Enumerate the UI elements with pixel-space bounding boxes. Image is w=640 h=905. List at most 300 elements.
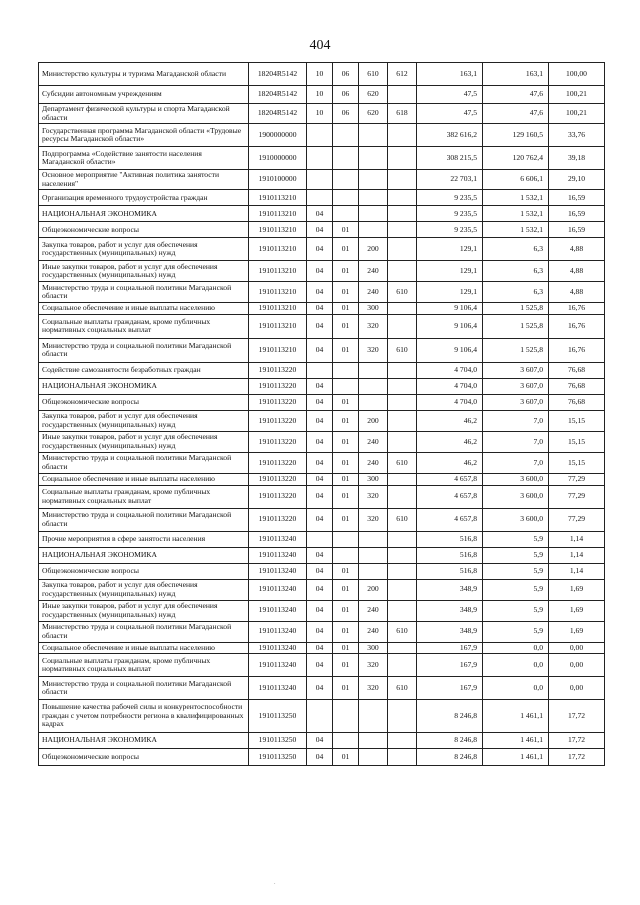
target-article-code: 1900000000 [249,124,307,147]
administrator-code: 612 [388,63,417,86]
expense-type-code: 320 [359,508,388,531]
row-name: Министерство труда и социальной политики Магаданской области [39,508,249,531]
target-article-code: 1910113240 [249,642,307,654]
subsection-code: 01 [333,452,359,473]
target-article-code: 1910113220 [249,485,307,508]
table-row [39,238,605,261]
subsection-code: 01 [333,642,359,654]
section-code: 04 [307,677,333,700]
administrator-code [388,222,417,238]
row-name: Иные закупки товаров, работ и услуг для обеспечения государственных (муниципальных) нужд [39,261,249,282]
section-code: 10 [307,86,333,104]
table-row [39,700,605,733]
table-row [39,378,605,394]
target-article-code: 1910113210 [249,261,307,282]
row-name: НАЦИОНАЛЬНАЯ ЭКОНОМИКА [39,378,249,394]
section-code [307,147,333,170]
planned-amount: 9 106,4 [417,303,483,315]
subsection-code [333,700,359,733]
target-article-code: 1910113240 [249,600,307,621]
row-name: Общеэкономические вопросы [39,222,249,238]
administrator-code [388,600,417,621]
executed-amount: 7,0 [483,431,549,452]
executed-amount: 1 532,1 [483,206,549,222]
subsection-code: 01 [333,749,359,766]
row-name: Закупка товаров, работ и услуг для обеспечения государственных (муниципальных) нужд [39,579,249,600]
expense-type-code [359,362,388,378]
section-code [307,362,333,378]
execution-percent: 100,00 [549,63,605,86]
administrator-code [388,190,417,206]
execution-percent: 4,88 [549,238,605,261]
target-article-code: 18204R5142 [249,86,307,104]
execution-percent: 1,14 [549,563,605,579]
execution-percent: 77,29 [549,473,605,485]
execution-percent: 1,69 [549,600,605,621]
planned-amount: 516,8 [417,531,483,547]
section-code: 04 [307,303,333,315]
administrator-code [388,579,417,600]
row-name: Основное мероприятие "Активная политика занятости населения" [39,170,249,190]
target-article-code: 18204R5142 [249,63,307,86]
executed-amount: 3 600,0 [483,473,549,485]
subsection-code: 01 [333,338,359,362]
executed-amount: 0,0 [483,654,549,677]
row-name: Социальные выплаты гражданам, кроме публичных нормативных социальных выплат [39,314,249,338]
administrator-code [388,431,417,452]
table-row [39,314,605,338]
section-code: 04 [307,579,333,600]
execution-percent: 29,10 [549,170,605,190]
expense-type-code: 200 [359,238,388,261]
administrator-code: 618 [388,104,417,124]
subsection-code [333,531,359,547]
expense-type-code: 610 [359,63,388,86]
planned-amount: 129,1 [417,282,483,303]
table-row [39,147,605,170]
table-row [39,749,605,766]
table-row [39,733,605,749]
section-code [307,531,333,547]
executed-amount: 1 461,1 [483,749,549,766]
target-article-code: 1910113210 [249,314,307,338]
subsection-code: 01 [333,473,359,485]
planned-amount: 348,9 [417,579,483,600]
target-article-code: 1910113210 [249,338,307,362]
planned-amount: 4 657,8 [417,508,483,531]
expense-type-code [359,206,388,222]
expense-type-code: 320 [359,338,388,362]
table-row [39,654,605,677]
row-name: Социальные выплаты гражданам, кроме публичных нормативных социальных выплат [39,485,249,508]
planned-amount: 348,9 [417,621,483,642]
subsection-code [333,206,359,222]
execution-percent: 16,76 [549,338,605,362]
expense-type-code [359,147,388,170]
executed-amount: 7,0 [483,410,549,431]
execution-percent: 16,59 [549,190,605,206]
row-name: Иные закупки товаров, работ и услуг для обеспечения государственных (муниципальных) нужд [39,431,249,452]
section-code: 10 [307,104,333,124]
administrator-code [388,410,417,431]
administrator-code [388,261,417,282]
subsection-code [333,547,359,563]
target-article-code: 1910113240 [249,677,307,700]
row-name: Повышение качества рабочей силы и конкурентоспособности граждан с учетом потребности региона в квалифицированных кадрах [39,700,249,733]
planned-amount: 129,1 [417,238,483,261]
executed-amount: 5,9 [483,600,549,621]
executed-amount: 0,0 [483,642,549,654]
expense-type-code: 240 [359,600,388,621]
administrator-code [388,733,417,749]
planned-amount: 46,2 [417,431,483,452]
execution-percent: 77,29 [549,485,605,508]
section-code: 04 [307,508,333,531]
executed-amount: 3 607,0 [483,362,549,378]
expense-type-code: 240 [359,282,388,303]
subsection-code: 01 [333,600,359,621]
target-article-code: 1910113250 [249,733,307,749]
target-article-code: 1910113250 [249,749,307,766]
executed-amount: 0,0 [483,677,549,700]
expense-type-code [359,190,388,206]
table-row [39,206,605,222]
administrator-code [388,642,417,654]
table-row [39,124,605,147]
row-name: Министерство труда и социальной политики Магаданской области [39,677,249,700]
administrator-code: 610 [388,282,417,303]
planned-amount: 308 215,5 [417,147,483,170]
target-article-code: 1910113220 [249,508,307,531]
administrator-code [388,147,417,170]
execution-percent: 16,59 [549,222,605,238]
row-name: НАЦИОНАЛЬНАЯ ЭКОНОМИКА [39,733,249,749]
section-code: 04 [307,654,333,677]
table-row [39,261,605,282]
expense-type-code: 320 [359,314,388,338]
table-row [39,222,605,238]
row-name: Министерство труда и социальной политики Магаданской области [39,282,249,303]
target-article-code: 1910113250 [249,700,307,733]
table-row [39,485,605,508]
planned-amount: 9 106,4 [417,314,483,338]
table-row [39,104,605,124]
section-code [307,190,333,206]
expense-type-code [359,394,388,410]
execution-percent: 100,21 [549,104,605,124]
planned-amount: 4 657,8 [417,473,483,485]
row-name: Министерство труда и социальной политики Магаданской области [39,452,249,473]
expense-type-code: 320 [359,485,388,508]
executed-amount: 1 532,1 [483,222,549,238]
administrator-code: 610 [388,338,417,362]
expense-type-code: 240 [359,621,388,642]
planned-amount: 167,9 [417,677,483,700]
executed-amount: 6,3 [483,238,549,261]
expense-type-code [359,563,388,579]
target-article-code: 1910113210 [249,206,307,222]
section-code: 04 [307,473,333,485]
table-row [39,303,605,315]
expense-type-code: 620 [359,86,388,104]
executed-amount: 3 600,0 [483,508,549,531]
row-name: Иные закупки товаров, работ и услуг для обеспечения государственных (муниципальных) нужд [39,600,249,621]
administrator-code [388,362,417,378]
administrator-code: 610 [388,677,417,700]
administrator-code [388,547,417,563]
executed-amount: 129 160,5 [483,124,549,147]
administrator-code [388,124,417,147]
row-name: Государственная программа Магаданской области «Трудовые ресурсы Магаданской области» [39,124,249,147]
table-row [39,600,605,621]
row-name: Министерство культуры и туризма Магаданской области [39,63,249,86]
executed-amount: 5,9 [483,621,549,642]
section-code: 04 [307,621,333,642]
subsection-code: 01 [333,394,359,410]
execution-percent: 16,59 [549,206,605,222]
execution-percent: 17,72 [549,749,605,766]
target-article-code: 1910113210 [249,238,307,261]
subsection-code: 06 [333,63,359,86]
subsection-code: 01 [333,303,359,315]
row-name: Министерство труда и социальной политики Магаданской области [39,338,249,362]
table-row [39,410,605,431]
administrator-code [388,238,417,261]
section-code: 04 [307,314,333,338]
table-row [39,190,605,206]
execution-percent: 15,15 [549,452,605,473]
planned-amount: 47,5 [417,104,483,124]
execution-percent: 0,00 [549,642,605,654]
section-code [307,700,333,733]
execution-percent: 1,69 [549,579,605,600]
expense-type-code: 240 [359,261,388,282]
table-row [39,170,605,190]
planned-amount: 167,9 [417,642,483,654]
administrator-code [388,700,417,733]
administrator-code [388,749,417,766]
table-row [39,473,605,485]
administrator-code [388,473,417,485]
execution-percent: 16,76 [549,303,605,315]
section-code: 10 [307,63,333,86]
execution-percent: 1,14 [549,547,605,563]
executed-amount: 1 525,8 [483,314,549,338]
subsection-code: 01 [333,621,359,642]
planned-amount: 167,9 [417,654,483,677]
section-code: 04 [307,238,333,261]
target-article-code: 1910113220 [249,473,307,485]
section-code: 04 [307,410,333,431]
execution-percent: 76,68 [549,378,605,394]
table-row [39,531,605,547]
table-row [39,621,605,642]
executed-amount: 163,1 [483,63,549,86]
row-name: НАЦИОНАЛЬНАЯ ЭКОНОМИКА [39,206,249,222]
expense-type-code [359,749,388,766]
row-name: Общеэкономические вопросы [39,394,249,410]
planned-amount: 516,8 [417,563,483,579]
execution-percent: 17,72 [549,733,605,749]
section-code [307,124,333,147]
execution-percent: 16,76 [549,314,605,338]
row-name: Организация временного трудоустройства граждан [39,190,249,206]
target-article-code: 1910113220 [249,362,307,378]
administrator-code: 610 [388,508,417,531]
administrator-code [388,531,417,547]
section-code: 04 [307,749,333,766]
planned-amount: 46,2 [417,410,483,431]
table-body [39,63,605,766]
expense-type-code [359,124,388,147]
subsection-code: 06 [333,104,359,124]
row-name: Закупка товаров, работ и услуг для обеспечения государственных (муниципальных) нужд [39,238,249,261]
target-article-code: 1910113210 [249,303,307,315]
subsection-code: 01 [333,579,359,600]
section-code: 04 [307,338,333,362]
expense-type-code [359,170,388,190]
administrator-code [388,86,417,104]
target-article-code: 1910113220 [249,378,307,394]
subsection-code [333,362,359,378]
table-row [39,282,605,303]
target-article-code: 1910113240 [249,654,307,677]
expense-type-code: 200 [359,579,388,600]
target-article-code: 1910000000 [249,147,307,170]
executed-amount: 5,9 [483,531,549,547]
table-row [39,677,605,700]
expense-type-code: 320 [359,677,388,700]
executed-amount: 3 600,0 [483,485,549,508]
administrator-code [388,170,417,190]
execution-percent: 15,15 [549,431,605,452]
row-name: Департамент физической культуры и спорта Магаданской области [39,104,249,124]
subsection-code: 01 [333,410,359,431]
subsection-code: 01 [333,485,359,508]
table-row [39,452,605,473]
section-code: 04 [307,600,333,621]
executed-amount: 120 762,4 [483,147,549,170]
planned-amount: 4 704,0 [417,394,483,410]
target-article-code: 1910113240 [249,563,307,579]
section-code: 04 [307,547,333,563]
planned-amount: 163,1 [417,63,483,86]
planned-amount: 4 704,0 [417,362,483,378]
row-name: Прочие мероприятия в сфере занятости населения [39,531,249,547]
expense-type-code: 200 [359,410,388,431]
planned-amount: 8 246,8 [417,749,483,766]
expense-type-code [359,531,388,547]
section-code: 04 [307,452,333,473]
footer-mark: . [274,880,276,886]
executed-amount: 1 461,1 [483,700,549,733]
planned-amount: 516,8 [417,547,483,563]
execution-percent: 0,00 [549,677,605,700]
execution-percent: 76,68 [549,362,605,378]
execution-percent: 100,21 [549,86,605,104]
executed-amount: 3 607,0 [483,394,549,410]
table-row [39,642,605,654]
executed-amount: 5,9 [483,563,549,579]
subsection-code: 01 [333,563,359,579]
planned-amount: 9 235,5 [417,190,483,206]
expense-type-code: 300 [359,642,388,654]
row-name: Социальное обеспечение и иные выплаты населению [39,303,249,315]
subsection-code [333,124,359,147]
target-article-code: 1910113210 [249,222,307,238]
table-row [39,394,605,410]
planned-amount: 46,2 [417,452,483,473]
table-row [39,563,605,579]
execution-percent: 77,29 [549,508,605,531]
administrator-code: 610 [388,452,417,473]
section-code: 04 [307,431,333,452]
executed-amount: 47,6 [483,86,549,104]
expense-type-code [359,547,388,563]
execution-percent: 17,72 [549,700,605,733]
executed-amount: 6,3 [483,282,549,303]
subsection-code: 06 [333,86,359,104]
execution-percent: 1,69 [549,621,605,642]
section-code: 04 [307,261,333,282]
row-name: Социальные выплаты гражданам, кроме публичных нормативных социальных выплат [39,654,249,677]
target-article-code: 1910113240 [249,547,307,563]
subsection-code: 01 [333,222,359,238]
executed-amount: 5,9 [483,579,549,600]
table-row [39,547,605,563]
subsection-code [333,378,359,394]
execution-percent: 39,18 [549,147,605,170]
expense-type-code [359,222,388,238]
section-code: 04 [307,642,333,654]
section-code: 04 [307,282,333,303]
executed-amount: 6 606,1 [483,170,549,190]
execution-percent: 76,68 [549,394,605,410]
section-code: 04 [307,563,333,579]
row-name: Министерство труда и социальной политики Магаданской области [39,621,249,642]
expense-type-code [359,733,388,749]
subsection-code [333,190,359,206]
target-article-code: 1910113240 [249,531,307,547]
section-code: 04 [307,733,333,749]
row-name: Общеэкономические вопросы [39,563,249,579]
target-article-code: 1910113220 [249,410,307,431]
expense-type-code: 300 [359,473,388,485]
table-row [39,338,605,362]
table-row [39,362,605,378]
planned-amount: 9 106,4 [417,338,483,362]
expense-type-code [359,378,388,394]
expense-type-code: 300 [359,303,388,315]
row-name: Субсидии автономным учреждениям [39,86,249,104]
target-article-code: 1910113220 [249,431,307,452]
subsection-code [333,170,359,190]
row-name: Подпрограмма «Содействие занятости населения Магаданской области» [39,147,249,170]
target-article-code: 1910113210 [249,190,307,206]
subsection-code: 01 [333,508,359,531]
subsection-code: 01 [333,677,359,700]
expense-type-code: 240 [359,452,388,473]
execution-percent: 0,00 [549,654,605,677]
administrator-code [388,378,417,394]
administrator-code [388,206,417,222]
section-code: 04 [307,222,333,238]
table-row [39,86,605,104]
administrator-code: 610 [388,621,417,642]
executed-amount: 47,6 [483,104,549,124]
execution-percent: 4,88 [549,261,605,282]
planned-amount: 348,9 [417,600,483,621]
